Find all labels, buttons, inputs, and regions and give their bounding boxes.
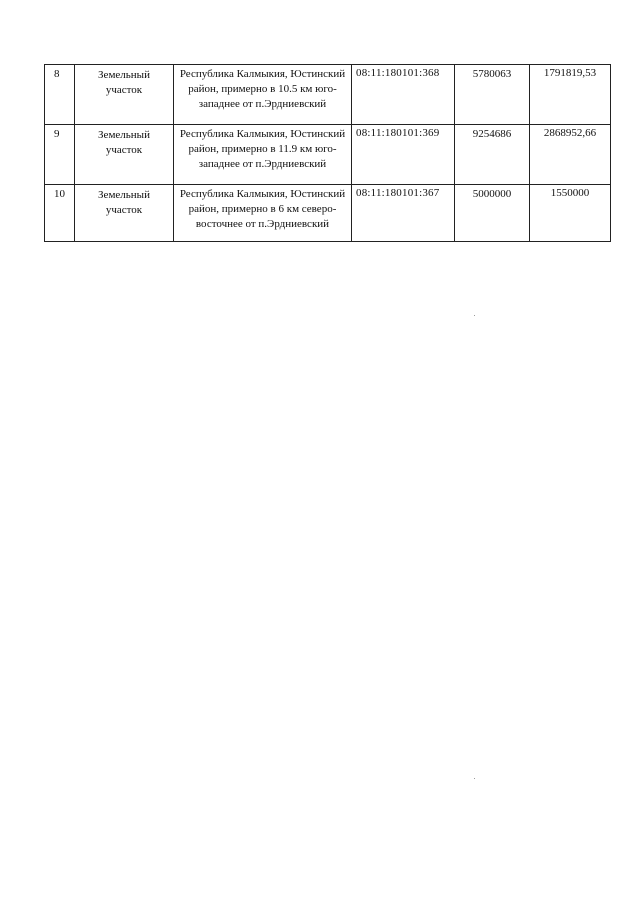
area-cell [455, 125, 530, 185]
area: 9254686 [472, 128, 512, 140]
address-cell [174, 125, 352, 185]
object-type-cell [75, 185, 174, 242]
land-plots-table [44, 64, 611, 242]
value-cell [530, 125, 611, 185]
scan-speck [474, 315, 475, 316]
row-number-cell [45, 125, 75, 185]
cadastral-number-cell [352, 185, 455, 242]
area-cell [455, 185, 530, 242]
value: 1791819,53 [543, 67, 597, 79]
address-cell [174, 185, 352, 242]
cadastral-number: 08:11:180101:367 [356, 187, 440, 199]
cadastral-number-cell [352, 65, 455, 125]
row-number-cell [45, 185, 75, 242]
table-row [45, 65, 611, 125]
object-type: Земельный участок [98, 189, 150, 216]
table-row [45, 125, 611, 185]
value-cell [530, 65, 611, 125]
object-type-cell [75, 125, 174, 185]
area: 5780063 [472, 68, 512, 80]
address: Республика Калмыкия, Юстинский район, примерно в 11.9 км юго-западнее от п.Эрдниевский [179, 128, 346, 170]
value: 1550000 [550, 187, 590, 199]
row-number: 9 [54, 128, 60, 140]
object-type: Земельный участок [98, 129, 150, 156]
area: 5000000 [472, 188, 512, 200]
scan-speck [474, 778, 475, 779]
cadastral-number-cell [352, 125, 455, 185]
value: 2868952,66 [543, 127, 597, 139]
address: Республика Калмыкия, Юстинский район, примерно в 6 км северо-восточнее от п.Эрдниевский [179, 188, 346, 230]
value-cell [530, 185, 611, 242]
area-cell [455, 65, 530, 125]
address-cell [174, 65, 352, 125]
address: Республика Калмыкия, Юстинский район, примерно в 10.5 км юго-западнее от п.Эрдниевский [179, 68, 346, 110]
object-type-cell [75, 65, 174, 125]
row-number-cell [45, 65, 75, 125]
table-row [45, 185, 611, 242]
object-type: Земельный участок [98, 69, 150, 96]
row-number: 8 [54, 68, 60, 80]
row-number: 10 [54, 188, 65, 200]
cadastral-number: 08:11:180101:368 [356, 67, 440, 79]
cadastral-number: 08:11:180101:369 [356, 127, 440, 139]
